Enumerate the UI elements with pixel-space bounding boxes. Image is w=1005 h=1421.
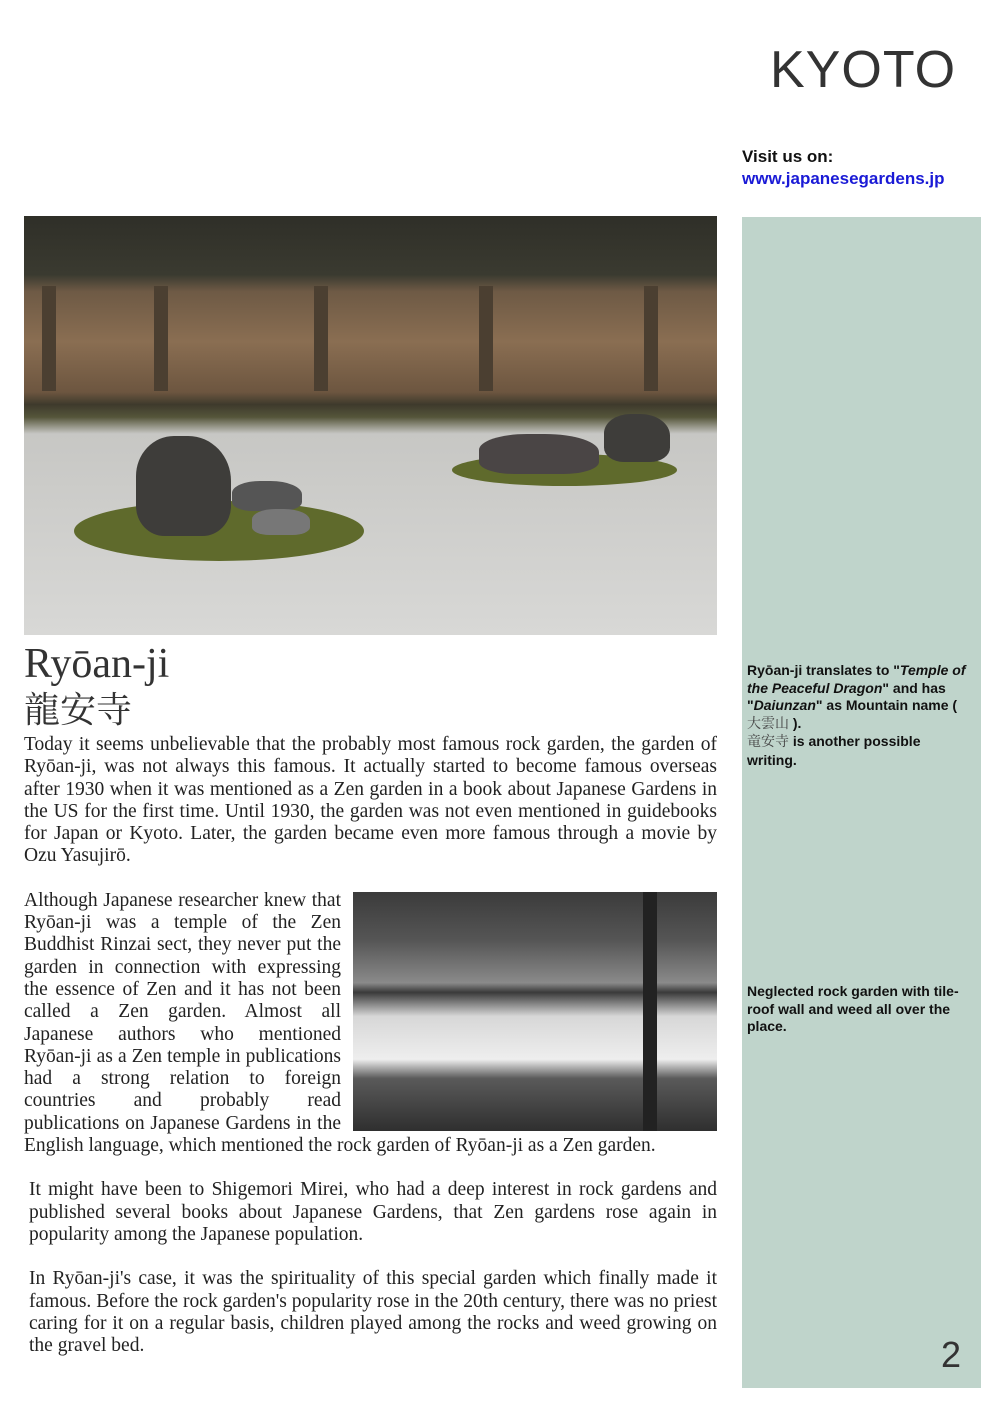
pillar: [643, 892, 657, 1131]
website-link[interactable]: www.japanesegardens.jp: [742, 169, 945, 188]
wall-post: [314, 286, 328, 391]
rock: [136, 436, 231, 536]
old-garden-photo: [353, 892, 717, 1131]
visit-label: Visit us on:: [742, 147, 834, 166]
wall-post: [479, 286, 493, 391]
note-italic: Temple of the Peaceful Dragon: [747, 662, 966, 696]
rock: [604, 414, 670, 462]
rock: [252, 509, 310, 535]
wall-post: [644, 286, 658, 391]
rock: [479, 434, 599, 474]
article-title-kanji: 龍安寺: [24, 690, 133, 731]
note-kanji: 大雲山: [747, 715, 789, 732]
note-text: " and has ": [747, 679, 946, 713]
paragraph-wrap: [24, 890, 717, 1158]
visit-block: [742, 146, 945, 190]
rock-garden-photo: [24, 216, 717, 635]
sidebar: [742, 217, 981, 1388]
brand-title: KYOTO: [770, 41, 957, 99]
page-number: 2: [940, 1334, 961, 1375]
article-title: Ryōan-ji: [24, 641, 170, 687]
rock: [232, 481, 302, 511]
paragraph: Today it seems unbelievable that the probably most famous rock garden, the garden of Ryōan-ji, was not always this famous. It actually started to become famous overseas after 1930 when it was mentioned as a Zen garden in a book about Japanese Gardens in the US for the first time. Until 1930, the garden was not even mentioned in guidebooks for Japan or Kyoto. Later, the garden became even more famous through a movie by Ozu Yasujirō.: [24, 734, 717, 867]
note-kanji: 竜安寺: [747, 734, 789, 750]
note-text: ).: [789, 714, 802, 731]
sidebar-note-name: [747, 662, 972, 769]
paragraph: [24, 890, 717, 1158]
note-italic: Daiunzan: [753, 697, 816, 713]
note-text: Ryōan-ji translates to ": [747, 662, 900, 678]
sidebar-note-caption: Neglected rock garden with tile-roof wall and weed all over the place.: [747, 983, 959, 1034]
note-text: " as Mountain name (: [815, 697, 958, 713]
article: [24, 640, 717, 1379]
paragraph-text: Although Japanese researcher knew that Ryōan-ji was a temple of the Zen Buddhist Rinzai sect, they never put the garden in connection with expressing the essence of Zen and it has not been called a Zen garden. Almost all Japanese authors who mentioned Ryōan-ji as a Zen temple in publications had a strong relation to foreign countries and probably read publications on Japanese Gardens in the English language, which mentioned the rock garden of Ryōan-ji as a Zen garden.: [24, 889, 656, 1157]
paragraph: It might have been to Shigemori Mirei, who had a deep interest in rock gardens and published several books about Japanese Gardens, that Zen gardens rose again in popularity among the Japanese population.: [29, 1179, 717, 1245]
paragraph: In Ryōan-ji's case, it was the spirituality of this special garden which finally made it famous. Before the rock garden's popularity rose in the 20th century, there was no priest caring for it on a regular basis, children played among the rocks and weed growing on the gravel bed.: [29, 1268, 717, 1357]
wall-post: [154, 286, 168, 391]
wall-post: [42, 286, 56, 391]
note-text: is another possible writing.: [747, 733, 921, 768]
